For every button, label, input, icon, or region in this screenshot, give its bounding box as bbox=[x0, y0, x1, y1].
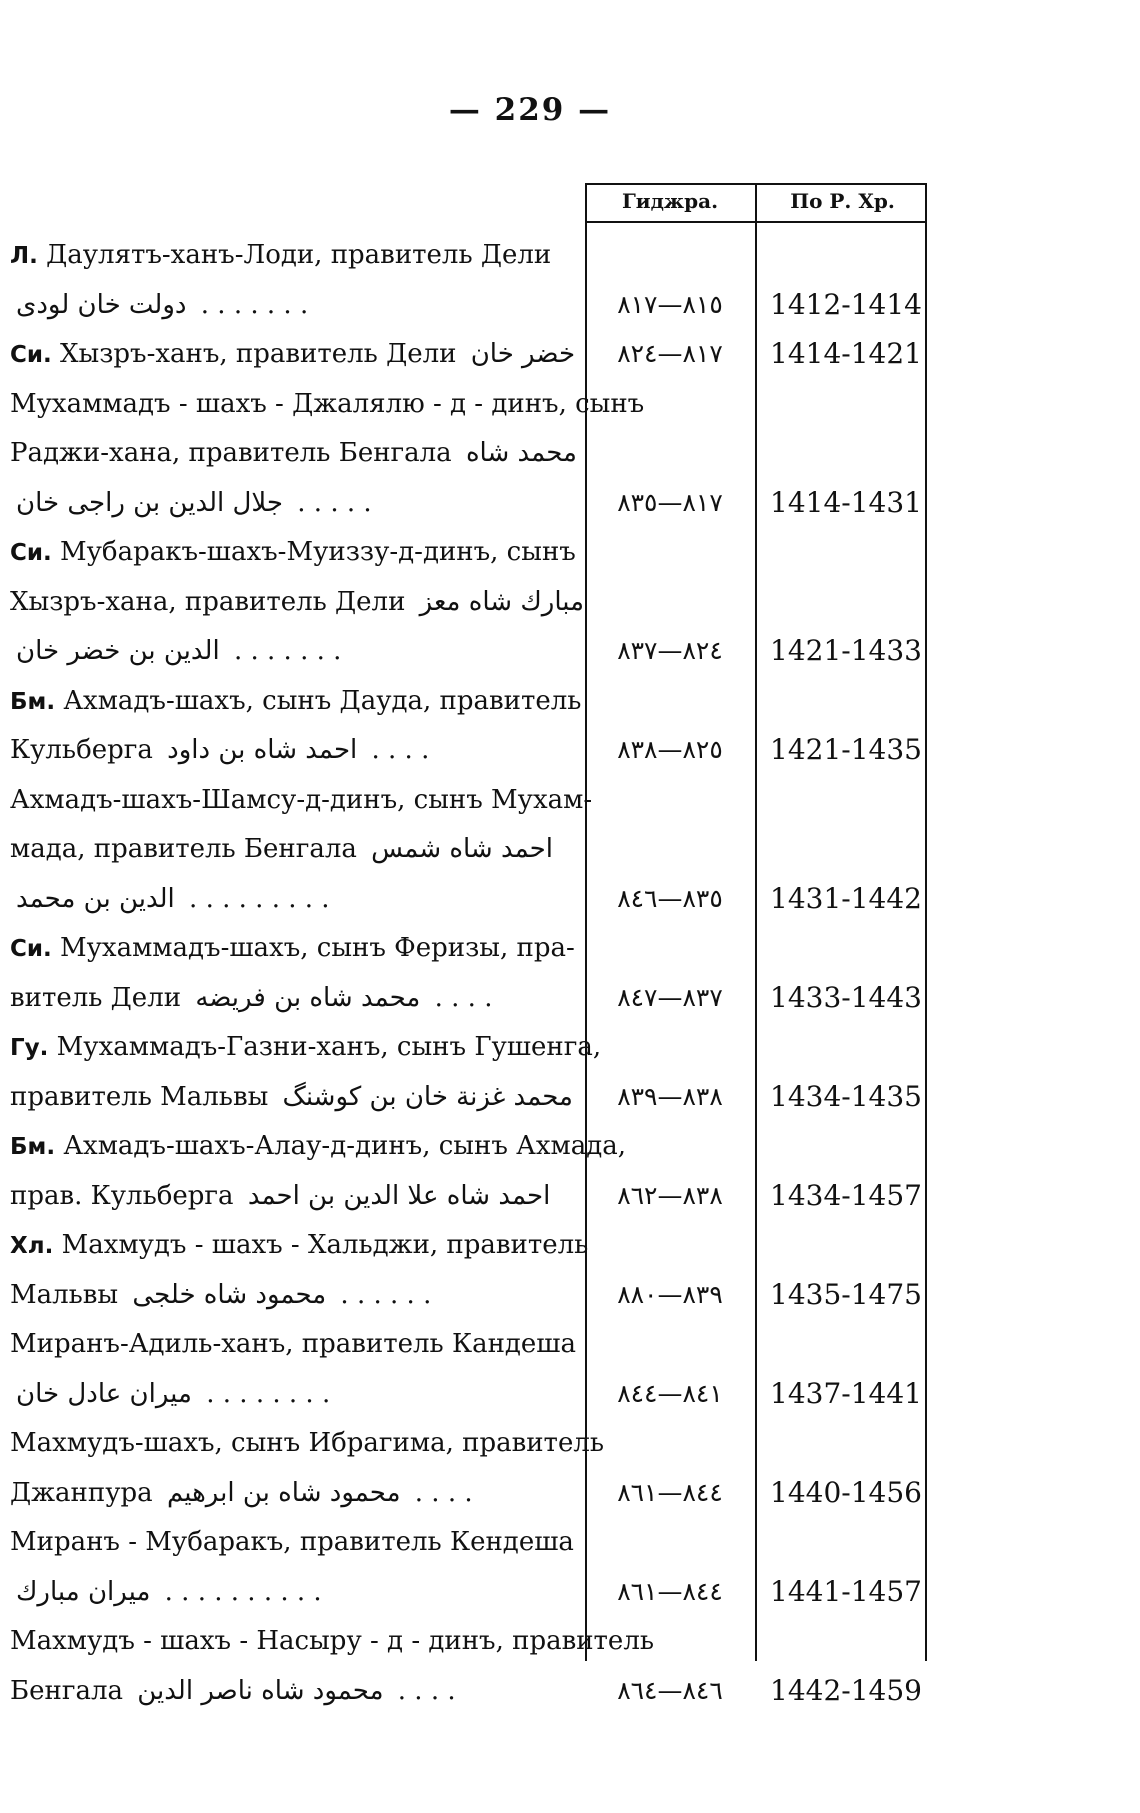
hijra-years: ٨٢٥—٨٣٨ bbox=[617, 735, 723, 764]
column-header-hijra: Гиджра. bbox=[621, 189, 719, 213]
entry-text-line bbox=[10, 975, 575, 1021]
entry-text-line bbox=[10, 282, 575, 328]
entry-text-line bbox=[10, 727, 575, 773]
leader-dots: . . . . . . . . bbox=[206, 1379, 331, 1409]
entry-text-line bbox=[10, 480, 575, 526]
hijra-years: ٨٤٤—٨٦١ bbox=[617, 1478, 723, 1507]
entry-abbreviation: Бм. bbox=[10, 689, 56, 715]
entry-russian-text: прав. Кульберга bbox=[10, 1181, 234, 1211]
entry-text-line bbox=[10, 777, 593, 823]
entry-abbreviation: Си. bbox=[10, 342, 52, 368]
leader-dots: . . . . . . . . . . bbox=[164, 1577, 322, 1607]
ad-years: 1441-1457 bbox=[770, 1575, 922, 1608]
entry-arabic-text: مبارك شاه معز bbox=[419, 587, 585, 617]
hijra-years: ٨١٥—٨١٧ bbox=[617, 290, 723, 319]
leader-dots: . . . . . . . . . bbox=[189, 884, 330, 914]
entry-russian-text: Махмудъ - шахъ - Хальджи, правитель bbox=[61, 1230, 589, 1260]
hijra-years: ٨٢٤—٨٣٧ bbox=[617, 636, 723, 665]
table-header-rule bbox=[585, 221, 927, 223]
entry-abbreviation: Си. bbox=[10, 540, 52, 566]
ad-years: 1421-1433 bbox=[770, 634, 922, 667]
entry-abbreviation: Хл. bbox=[10, 1233, 54, 1259]
entry-abbreviation: Бм. bbox=[10, 1134, 56, 1160]
entry-russian-text: Ахмадъ-шахъ-Шамсу-д-динъ, сынъ Мухам- bbox=[10, 785, 593, 815]
entry-text-line bbox=[10, 381, 645, 427]
entry-russian-text: Мухаммадъ - шахъ - Джалялю - д - динъ, сынъ bbox=[10, 389, 645, 419]
entry-russian-text: правитель Мальвы bbox=[10, 1082, 269, 1112]
entry-text-line bbox=[10, 331, 575, 377]
entry-text-line bbox=[10, 1321, 575, 1367]
entry-arabic-text: الدين بن خضر خان bbox=[16, 636, 220, 666]
entry-russian-text: витель Дели bbox=[10, 983, 182, 1013]
entry-abbreviation: Гу. bbox=[10, 1035, 49, 1061]
entry-russian-text: Мухаммадъ-шахъ, сынъ Феризы, пра- bbox=[60, 933, 575, 963]
entry-russian-text: Махмудъ - шахъ - Насыру - д - динъ, правитель bbox=[10, 1626, 654, 1656]
hijra-years: ٨٣٨—٨٦٢ bbox=[617, 1181, 723, 1210]
entry-arabic-text: محمد شاه bbox=[465, 438, 577, 468]
entry-text-line bbox=[10, 1470, 575, 1516]
entry-text-line bbox=[10, 232, 575, 278]
entry-text-line bbox=[10, 1222, 589, 1268]
hijra-years: ٨٣٥—٨٤٦ bbox=[617, 884, 723, 913]
entry-abbreviation: Л. bbox=[10, 243, 38, 269]
entry-text-line bbox=[10, 826, 575, 872]
entry-text-line bbox=[10, 925, 575, 971]
ad-years: 1440-1456 bbox=[770, 1476, 922, 1509]
entry-arabic-text: میران عادل خان bbox=[16, 1379, 192, 1409]
entry-russian-text: Даулятъ-ханъ-Лоди, правитель Дели bbox=[46, 240, 552, 270]
entry-text-line bbox=[10, 430, 575, 476]
ad-years: 1434-1457 bbox=[770, 1179, 922, 1212]
entry-russian-text: Раджи-хана, правитель Бенгала bbox=[10, 438, 452, 468]
leader-dots: . . . . . . . bbox=[233, 636, 342, 666]
entry-russian-text: Мубаракъ-шахъ-Муиззу-д-динъ, сынъ bbox=[60, 537, 576, 567]
entry-text-line bbox=[10, 1668, 575, 1714]
entry-arabic-text: محمد شاه بن فریضه bbox=[195, 983, 421, 1013]
leader-dots: . . . . . . . bbox=[200, 290, 309, 320]
ad-years: 1437-1441 bbox=[770, 1377, 922, 1410]
ad-years: 1412-1414 bbox=[770, 288, 922, 321]
entry-arabic-text: محمود شاه بن ابرهيم bbox=[166, 1478, 401, 1508]
leader-dots: . . . . bbox=[434, 983, 493, 1013]
entry-arabic-text: خضر خان bbox=[470, 339, 576, 369]
entry-russian-text: Бенгала bbox=[10, 1676, 123, 1706]
entry-abbreviation: Си. bbox=[10, 936, 52, 962]
ad-years: 1442-1459 bbox=[770, 1674, 922, 1707]
hijra-years: ٨٣٧—٨٤٧ bbox=[617, 983, 723, 1012]
leader-dots: . . . . bbox=[414, 1478, 473, 1508]
entry-arabic-text: الدين بن محمد bbox=[16, 884, 175, 914]
leader-dots: . . . . bbox=[371, 735, 430, 765]
entry-arabic-text: جلال الدين بن راجی خان bbox=[16, 488, 283, 518]
entry-russian-text: Миранъ - Мубаракъ, правитель Кендеша bbox=[10, 1527, 574, 1557]
entry-russian-text: Мухаммадъ-Газни-ханъ, сынъ Гушенга, bbox=[56, 1032, 602, 1062]
hijra-years: ٨٤٤—٨٦١ bbox=[617, 1577, 723, 1606]
ad-years: 1435-1475 bbox=[770, 1278, 922, 1311]
entry-text-line bbox=[10, 1173, 575, 1219]
entry-russian-text: мада, правитель Бенгала bbox=[10, 834, 357, 864]
entry-arabic-text: دولت خان لودی bbox=[16, 290, 187, 320]
entry-arabic-text: میران مبارك bbox=[16, 1577, 151, 1607]
entry-text-line bbox=[10, 1420, 605, 1466]
entry-text-line bbox=[10, 1123, 626, 1169]
entry-text-line bbox=[10, 1371, 575, 1417]
hijra-years: ٨١٧—٨٢٤ bbox=[617, 339, 723, 368]
entry-russian-text: Хызръ-ханъ, правитель Дели bbox=[60, 339, 457, 369]
entry-text-line bbox=[10, 1618, 654, 1664]
hijra-years: ٨٤٦—٨٦٤ bbox=[617, 1676, 723, 1705]
hijra-years: ٨١٧—٨٣٥ bbox=[617, 488, 723, 517]
table-rule-right bbox=[925, 183, 927, 1661]
entry-russian-text: Хызръ-хана, правитель Дели bbox=[10, 587, 406, 617]
ad-years: 1414-1431 bbox=[770, 486, 922, 519]
entry-text-line bbox=[10, 1074, 575, 1120]
ad-years: 1433-1443 bbox=[770, 981, 922, 1014]
column-header-ad: По Р. Хр. bbox=[790, 189, 895, 213]
entry-text-line bbox=[10, 628, 575, 674]
entry-text-line bbox=[10, 876, 575, 922]
entry-arabic-text: احمد شاه بن داود bbox=[167, 735, 358, 765]
entry-russian-text: Ахмадъ-шахъ-Алау-д-динъ, сынъ Ахмада, bbox=[63, 1131, 626, 1161]
entry-russian-text: Мальвы bbox=[10, 1280, 119, 1310]
entry-text-line bbox=[10, 678, 582, 724]
entry-text-line bbox=[10, 579, 585, 625]
table-rule-top bbox=[585, 183, 927, 185]
entry-text-line bbox=[10, 1569, 575, 1615]
entry-text-line bbox=[10, 1024, 602, 1070]
hijra-years: ٨٣٨—٨٣٩ bbox=[617, 1082, 723, 1111]
hijra-years: ٨٤١—٨٤٤ bbox=[617, 1379, 723, 1408]
entry-russian-text: Джанпура bbox=[10, 1478, 153, 1508]
ad-years: 1431-1442 bbox=[770, 882, 922, 915]
entry-russian-text: Махмудъ-шахъ, сынъ Ибрагима, правитель bbox=[10, 1428, 605, 1458]
leader-dots: . . . . bbox=[397, 1676, 456, 1706]
entry-text-line bbox=[10, 1272, 575, 1318]
page-number: — 229 — bbox=[448, 92, 612, 128]
entry-arabic-text: محمود شاه ناصر الدين bbox=[137, 1676, 384, 1706]
leader-dots: . . . . . . bbox=[340, 1280, 432, 1310]
entry-russian-text: Миранъ-Адиль-ханъ, правитель Кандеша bbox=[10, 1329, 576, 1359]
ad-years: 1421-1435 bbox=[770, 733, 922, 766]
entry-text-line bbox=[10, 529, 575, 575]
entry-text-line bbox=[10, 1519, 575, 1565]
table-rule-middle bbox=[755, 183, 757, 1661]
ad-years: 1434-1435 bbox=[770, 1080, 922, 1113]
hijra-years: ٨٣٩—٨٨٠ bbox=[617, 1280, 723, 1309]
ad-years: 1414-1421 bbox=[770, 337, 922, 370]
entry-arabic-text: احمد شاه علا الدين بن احمد bbox=[247, 1181, 551, 1211]
entry-arabic-text: محمد غزنة خان بن کوشنگ bbox=[282, 1082, 573, 1112]
entry-russian-text: Кульберга bbox=[10, 735, 153, 765]
leader-dots: . . . . . bbox=[297, 488, 372, 518]
entry-arabic-text: محمود شاه خلجی bbox=[132, 1280, 327, 1310]
entry-russian-text: Ахмадъ-шахъ, сынъ Дауда, правитель bbox=[63, 686, 582, 716]
entry-arabic-text: احمد شاه شمس bbox=[371, 834, 553, 864]
